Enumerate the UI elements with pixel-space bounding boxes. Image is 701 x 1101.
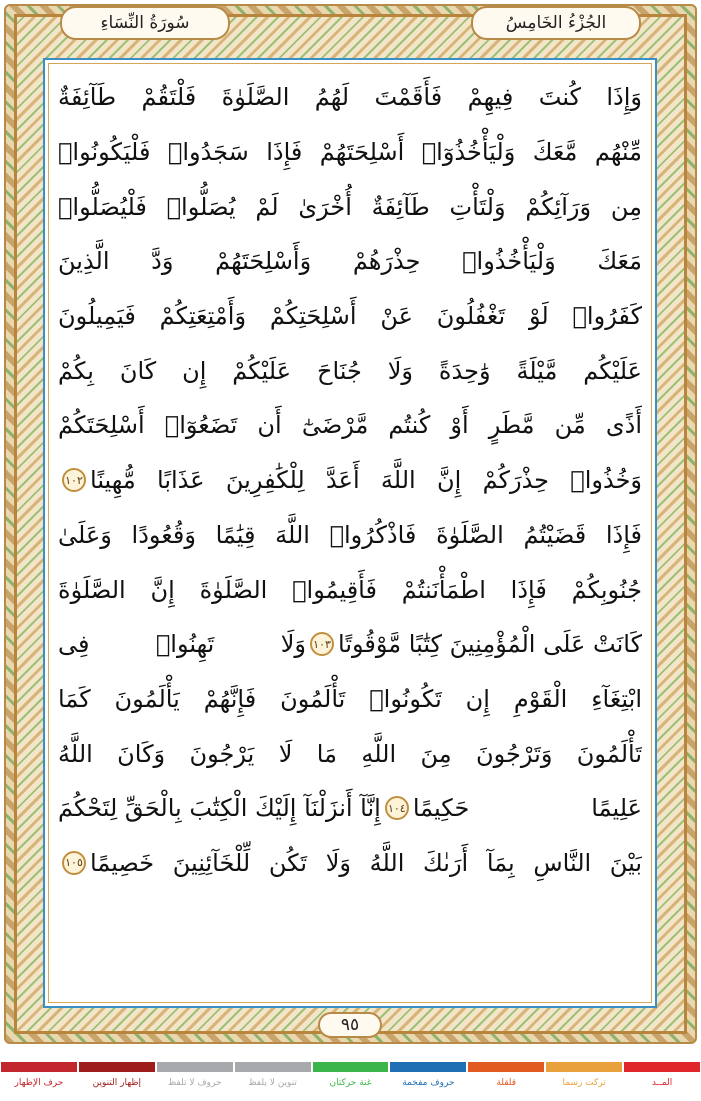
line-text: عَلَيْكُم مَّيْلَةً وَٰحِدَةً وَلَا جُنَاحَ عَلَيْكُمْ إِن كَانَ بِكُمْ: [58, 356, 642, 385]
text-line: [58, 179, 642, 234]
line-text: كَانَتْ عَلَى الْمُؤْمِنِينَ كِتَٰبًا مَّوْقُوتًا: [338, 630, 642, 659]
legend-color-bar: [1, 1062, 77, 1072]
text-line: [58, 343, 642, 398]
line-text: تَأْلَمُونَ وَتَرْجُونَ مِنَ اللَّهِ مَا لَا يَرْجُونَ وَكَانَ اللَّهُ: [58, 739, 642, 768]
legend-label: حرف الإظهار: [14, 1078, 64, 1088]
line-text: ابْتِغَآءِ الْقَوْمِ إِن تَكُونُوا۟ تَأْلَمُونَ فَإِنَّهُمْ يَأْلَمُونَ كَمَا: [58, 684, 642, 713]
legend-color-bar: [390, 1062, 466, 1072]
legend-color-bar: [624, 1062, 700, 1072]
ayah-number-marker: ١٠٣: [310, 632, 334, 656]
juz-name: الجُزْءُ الخَامِسُ: [505, 13, 607, 33]
legend-label: حروف مفخمة: [402, 1078, 455, 1088]
legend-color-bar: [468, 1062, 544, 1072]
legend-label: إظهار التنوين: [92, 1078, 142, 1088]
surah-name: سُورَةُ النِّسَاءِ: [100, 13, 190, 33]
legend-label: المــد: [651, 1078, 673, 1088]
text-line: [58, 289, 642, 344]
ayah-number-marker: ١٠٤: [385, 796, 409, 820]
line-text: فَإِذَا قَضَيْتُمُ الصَّلَوٰةَ فَاذْكُرُوا۟ اللَّهَ قِيَٰمًا وَقُعُودًا وَعَلَىٰ: [58, 520, 642, 549]
legend-labels: [0, 1078, 701, 1088]
legend-color-bar: [546, 1062, 622, 1072]
surah-name-header: [60, 6, 230, 40]
text-line: [58, 234, 642, 289]
text-line: [58, 672, 642, 727]
line-text: كَفَرُوا۟ لَوْ تَغْفُلُونَ عَنْ أَسْلِحَتِكُمْ وَأَمْتِعَتِكُمْ فَيَمِيلُونَ: [58, 302, 642, 331]
text-line: [58, 398, 642, 453]
legend-color-bar: [313, 1062, 389, 1072]
line-text: وَخُذُوا۟ حِذْرَكُمْ إِنَّ اللَّهَ أَعَدَّ لِلْكَٰفِرِينَ عَذَابًا مُّهِينًا: [90, 466, 642, 495]
text-line: [58, 617, 642, 672]
page-number: [318, 1012, 382, 1038]
text-line: [58, 453, 642, 508]
legend-color-bar: [235, 1062, 311, 1072]
line-text: بَيْنَ النَّاسِ بِمَآ أَرَىٰكَ اللَّهُ وَلَا تَكُن لِّلْخَآئِنِينَ خَصِيمًا: [90, 848, 642, 877]
legend-label: غنة حركتان: [329, 1078, 372, 1088]
legend-label: حروف لا تلفظ: [167, 1078, 222, 1088]
text-line: [58, 781, 642, 836]
page-number-text: ٩٥: [340, 1015, 360, 1035]
line-text: مَعَكَ وَلْيَأْخُذُوا۟ حِذْرَهُمْ وَأَسْلِحَتَهُمْ وَدَّ الَّذِينَ: [58, 247, 642, 276]
line-text: أَذًى مِّن مَّطَرٍ أَوْ كُنتُم مَّرْضَىٰٓ أَن تَضَعُوٓا۟ أَسْلِحَتَكُمْ: [58, 411, 642, 440]
text-line: [58, 562, 642, 617]
line-text: جُنُوبِكُمْ فَإِذَا اطْمَأْنَنتُمْ فَأَقِيمُوا۟ الصَّلَوٰةَ إِنَّ الصَّلَوٰةَ: [58, 575, 642, 604]
juz-name-header: [471, 6, 641, 40]
text-line: [58, 70, 642, 125]
ayah-number-marker: ١٠٥: [62, 851, 86, 875]
text-line: [58, 508, 642, 563]
line-text-continued: إِنَّآ أَنزَلْنَآ إِلَيْكَ الْكِتَٰبَ بِالْحَقِّ لِتَحْكُمَ: [58, 794, 381, 823]
line-text: مِن وَرَآئِكُمْ وَلْتَأْتِ طَآئِفَةٌ أُخْرَىٰ لَمْ يُصَلُّوا۟ فَلْيُصَلُّوا۟: [58, 192, 642, 221]
legend-label: تنوين لا يلفظ: [248, 1078, 297, 1088]
line-text: عَلِيمًا حَكِيمًا: [412, 794, 642, 823]
tajweed-legend: [0, 1062, 701, 1101]
legend-label: قلقلة: [496, 1078, 517, 1088]
text-line: [58, 125, 642, 180]
line-text: مِّنْهُم مَّعَكَ وَلْيَأْخُذُوٓا۟ أَسْلِحَتَهُمْ فَإِذَا سَجَدُوا۟ فَلْيَكُونُوا۟: [58, 138, 642, 167]
ayah-number-marker: ١٠٢: [62, 468, 86, 492]
text-line: [58, 836, 642, 891]
legend-color-bars: [0, 1062, 701, 1072]
line-text-continued: وَلَا تَهِنُوا۟ فِى: [58, 630, 307, 659]
quran-text: [58, 70, 642, 890]
line-text: وَإِذَا كُنتَ فِيهِمْ فَأَقَمْتَ لَهُمُ الصَّلَوٰةَ فَلْتَقُمْ طَآئِفَةٌ: [58, 83, 642, 112]
legend-color-bar: [157, 1062, 233, 1072]
legend-label: تركت رسما: [562, 1078, 606, 1088]
legend-color-bar: [79, 1062, 155, 1072]
text-line: [58, 726, 642, 781]
